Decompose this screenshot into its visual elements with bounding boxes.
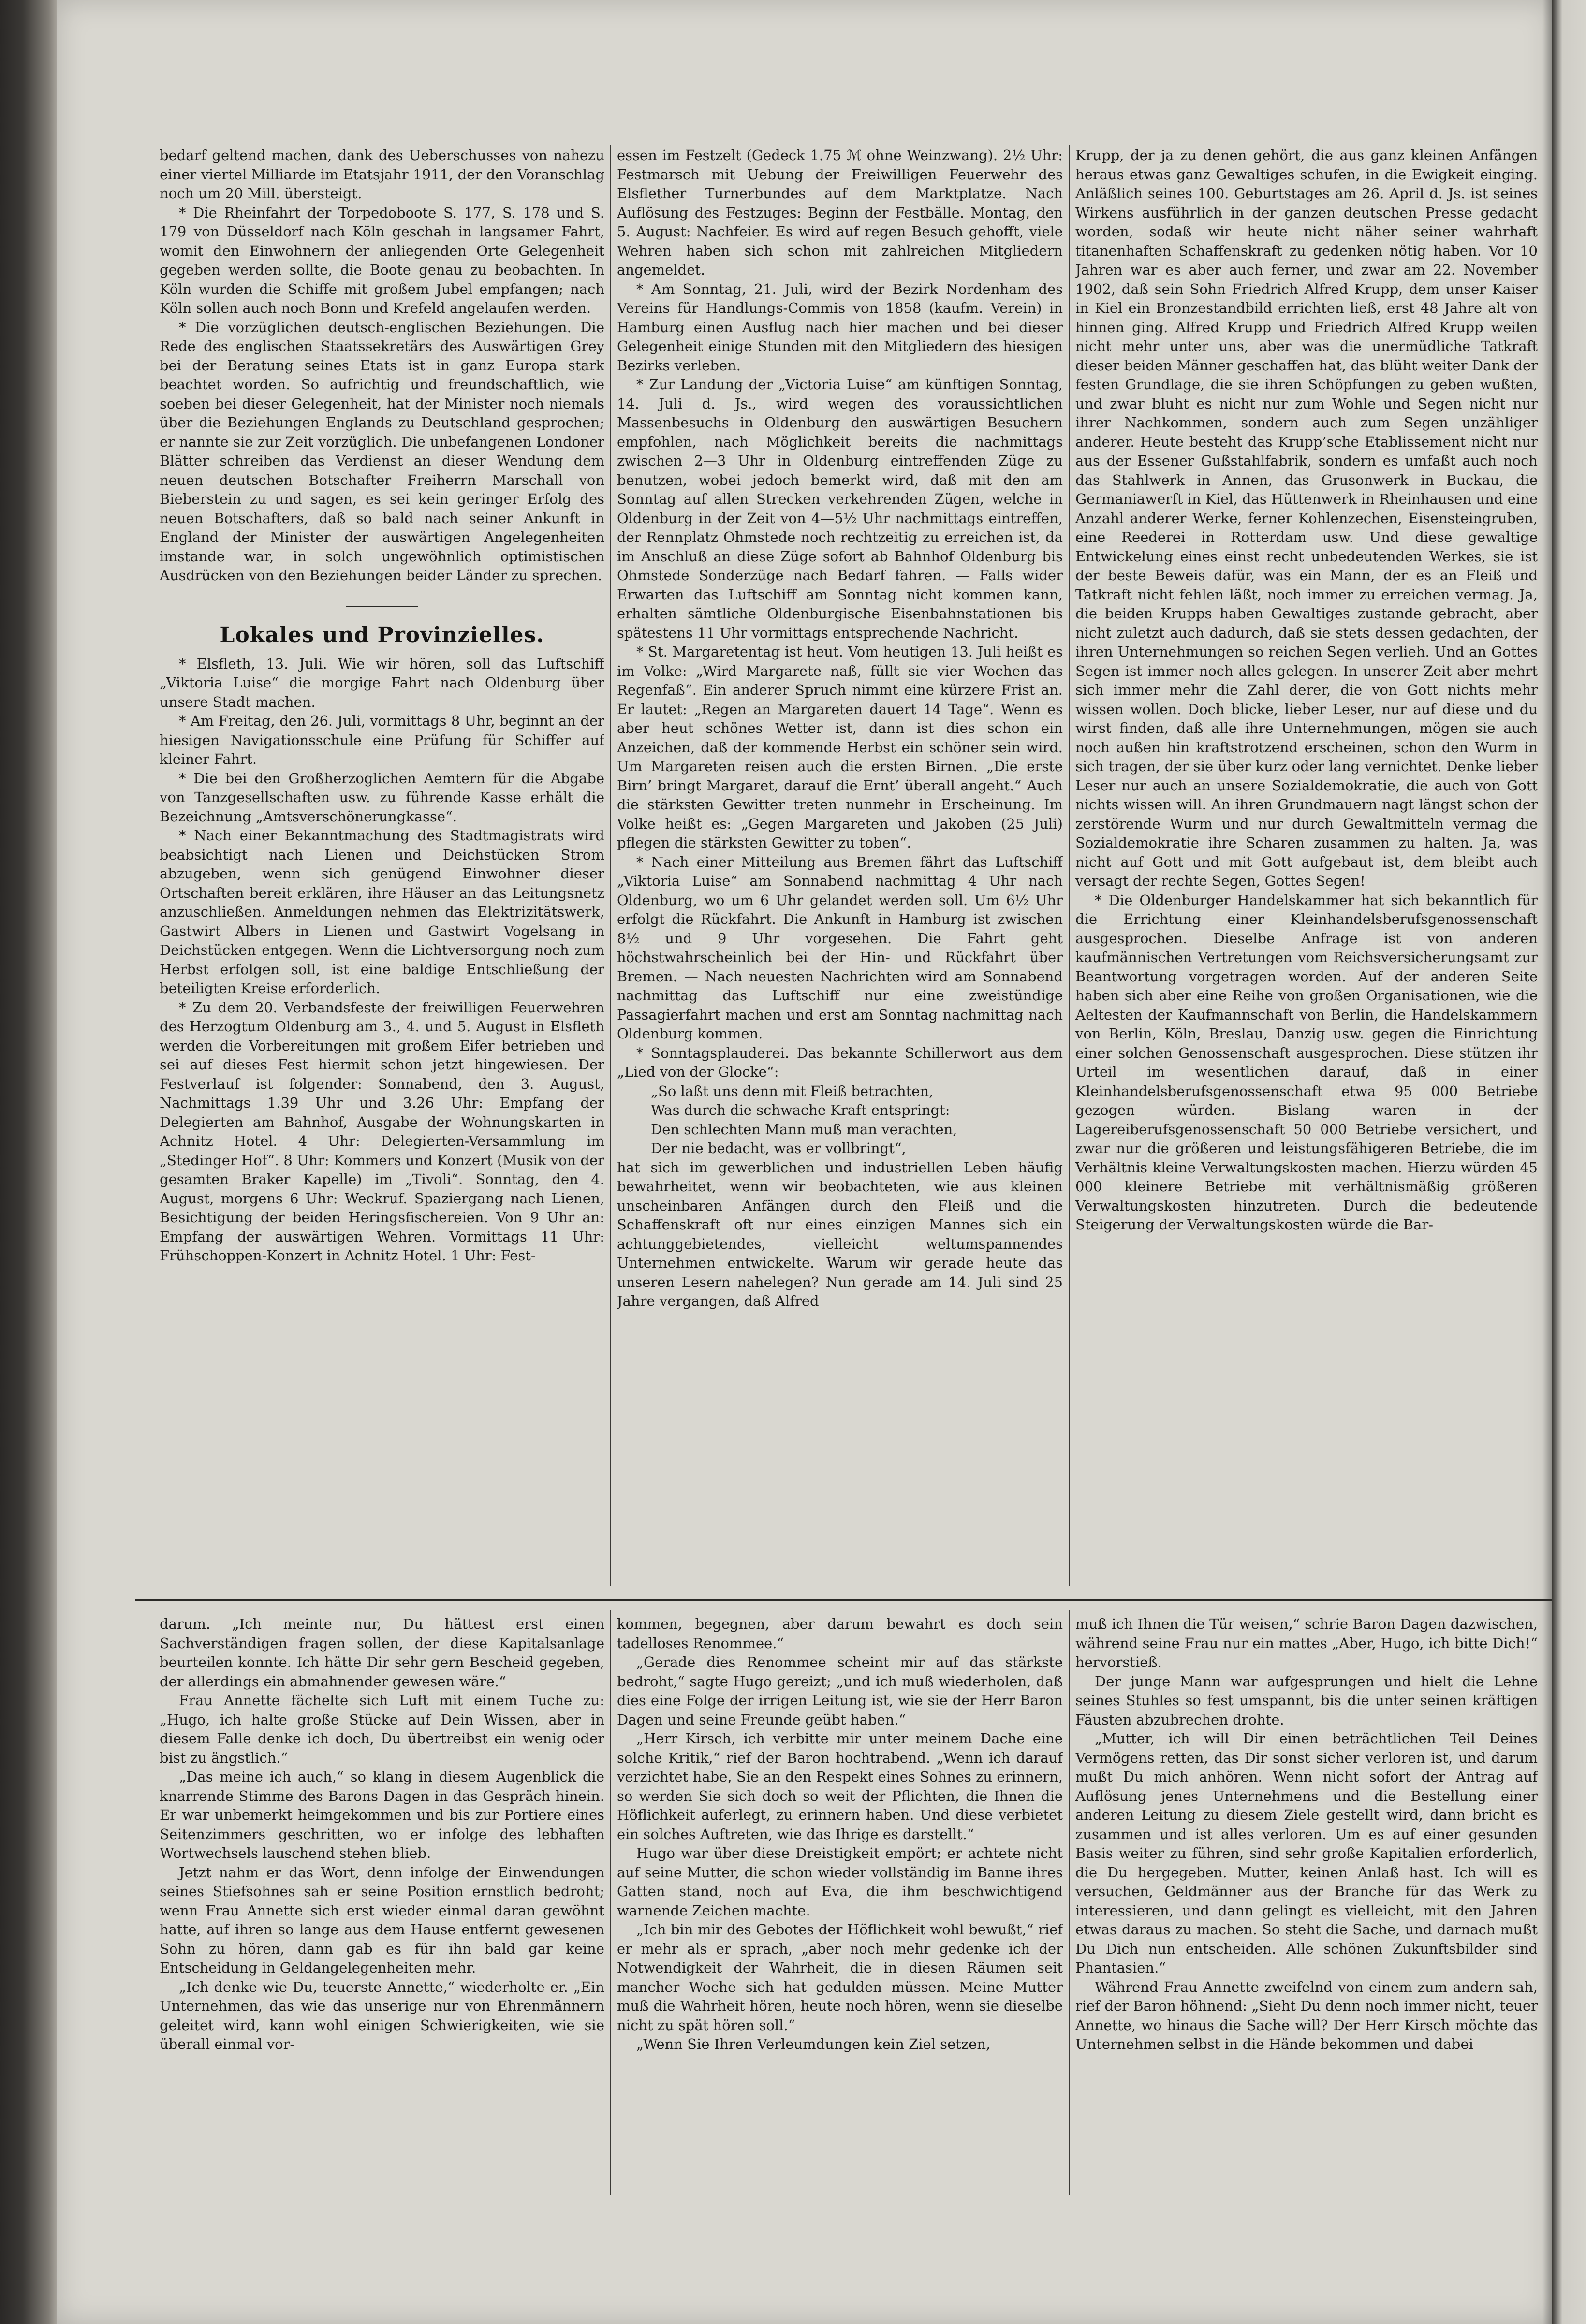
paragraph: * Die Oldenburger Handelskammer hat sich bekanntlich für die Errichtung einer Kleinhandelsberufsgenossenschaft ausgesprochen. Dieselbe Anfrage ist von anderen kaufmännischen Vertretungen vom Reichsversicherungsamt zur Beantwortung vorgetragen worden. Auf der anderen Seite haben sich aber eine Reihe von großen Organisationen, wie die Aeltesten der Kaufmannschaft von Berlin, die Handelskammern von Berlin, Köln, Breslau, Danzig usw. gegen die Einrichtung einer solchen Genossenschaft ausgesprochen. Diese stützen ihr Urteil im wesentlichen darauf, daß in einer Kleinhandelsberufsgenossenschaft etwa 95 000 Betriebe gezogen würden. Bislang waren in der Lagereiberufsgenossenschaft 50 000 Betriebe versichert, und zwar nur die größeren und leistungsfähigeren Betriebe, die im Verhältnis kleine Verwaltungskosten machen. Hierzu würden 45 000 kleinere Betriebe mit verhältnismäßig größeren Verwaltungskosten hinzutreten. Durch die bedeutende Steigerung der Verwaltungskosten würde die Bar- <box>1075 892 1538 1233</box>
verse-line: Der nie bedacht, was er vollbringt“, <box>651 1140 906 1156</box>
paragraph: darum. „Ich meinte nur, Du hättest erst einen Sachverständigen fragen sollen, der diese Kapitalsanlage beurteilen konnte. Ich hätte Dir sehr gern Bescheid gegeben, der allerdings ein abmahnender gewesen wäre.“ <box>160 1616 604 1690</box>
column-rule <box>610 145 611 1586</box>
paragraph: essen im Festzelt (Gedeck 1.75 ℳ ohne Weinzwang). 2½ Uhr: Festmarsch mit Uebung der Freiwilligen Feuerwehr des Elsflether Turnerbundes auf dem Marktplatze. Nach Auflösung des Festzuges: Beginn der Festbälle. Montag, den 5. August: Nachfeier. Es wird auf regen Besuch gehofft, viele Wehren haben sich schon mit zahlreichen Mitgliedern angemeldet. <box>617 147 1063 278</box>
verse-line: „So laßt uns denn mit Fleiß betrachten, <box>651 1082 934 1099</box>
paragraph: Jetzt nahm er das Wort, denn infolge der Einwendungen seines Stiefsohnes sah er seine Position ernstlich bedroht; wenn Frau Annette sich erst wieder einmal daran gewöhnt hatte, auf ihren so lange aus dem Hause entfernt gewesenen Sohn zu hören, dann gab es für ihn bald gar keine Entscheidung in Geldangelegenheiten mehr. <box>160 1864 604 1976</box>
paragraph: „Das meine ich auch,“ so klang in diesem Augenblick die knarrende Stimme des Barons Dagen in das Gespräch hinein. Er war unbemerkt heimgekommen und bis zur Portiere eines Seitenzimmers geschritten, wo er infolge des lebhaften Wortwechsels lauschend stehen blieb. <box>160 1769 604 1861</box>
column-rule <box>610 1610 611 2195</box>
news-column-1 <box>160 146 604 1584</box>
paragraph: Hugo war über diese Dreistigkeit empört; er achtete nicht auf seine Mutter, die schon wieder vollständig im Banne ihres Gatten stand, noch auf Eva, die ihm beschwichtigend warnende Zeichen machte. <box>617 1845 1063 1919</box>
verse-line: Den schlechten Mann muß man verachten, <box>651 1121 957 1138</box>
verse-line: Was durch die schwache Kraft entspringt: <box>651 1102 950 1118</box>
feuilleton-separator <box>135 1599 1552 1601</box>
news-column-2 <box>617 146 1063 1584</box>
paragraph: „Mutter, ich will Dir einen beträchtlichen Teil Deines Vermögens retten, das Dir sonst sicher verloren ist, und darum mußt Du mich anhören. Wenn nicht sofort der Antrag auf Auflösung jenes Unternehmens und die Bestellung einer anderen Leitung zu diesem Ziele gestellt wird, dann bricht es zusammen und ist alles verloren. Um es auf einer gesunden Basis weiter zu führen, sind sehr große Kapitalien erforderlich, die Du hergegeben. Mutter, keinen Anlaß hast. Ich will es versuchen, Geldmänner aus der Branche für das Werk zu interessieren, und dann gelingt es vielleicht, mit den Jahren etwas daraus zu machen. So steht die Sache, und darnach mußt Du Dich nun entscheiden. Alle schönen Zukunftsbilder sind Phantasien.“ <box>1075 1730 1538 1976</box>
paragraph: * Zur Landung der „Victoria Luise“ am künftigen Sonntag, 14. Juli d. Js., wird wegen des voraussichtlichen Massenbesuchs in Oldenburg den auswärtigen Besuchern empfohlen, nach Möglichkeit bereits die nachmittags zwischen 2—3 Uhr in Oldenburg eintreffenden Züge zu benutzen, wobei jedoch bemerkt wird, daß mit den am Sonntag auf allen Strecken verkehrenden Zügen, welche in Oldenburg in der Zeit von 4—5½ Uhr nachmittags eintreffen, der Rennplatz Ohmstede noch rechtzeitig zu erreichen ist, da im Anschluß an diese Züge sofort ab Bahnhof Oldenburg bis Ohmstede Sonderzüge nach Bedarf fahren. — Falls wider Erwarten das Luftschiff am Sonntag nicht kommen kann, erhalten sämtliche Oldenburgische Eisenbahnstationen bis spätestens 11 Uhr vormittags entsprechende Nachricht. <box>617 376 1063 641</box>
paragraph: * Zu dem 20. Verbandsfeste der freiwilligen Feuerwehren des Herzogtum Oldenburg am 3., 4. und 5. August in Elsfleth werden die Vorbereitungen mit großem Eifer betrieben und sei auf dieses Fest hiermit schon jetzt hingewiesen. Der Festverlauf ist folgender: Sonnabend, den 3. August, Nachmittags 1.39 Uhr und 3.26 Uhr: Empfang der Delegierten am Bahnhof, Ausgabe der Wohnungskarten in Achnitz Hotel. 4 Uhr: Delegierten-Versammlung im „Stedinger Hof“. 8 Uhr: Kommers und Konzert (Musik von der gesamten Braker Kapelle) im „Tivoli“. Sonntag, den 4. August, morgens 6 Uhr: Weckruf. Spaziergang nach Lienen, Besichtigung der beiden Heringsfischereien. Von 9 Uhr an: Empfang der auswärtigen Wehren. Vormittags 11 Uhr: Frühschoppen-Konzert in Achnitz Hotel. 1 Uhr: Fest- <box>160 999 604 1264</box>
feuilleton-column-3 <box>1075 1615 1538 2195</box>
paragraph: * Am Sonntag, 21. Juli, wird der Bezirk Nordenham des Vereins für Handlungs-Commis von 1858 (kaufm. Verein) in Hamburg einen Ausflug nach hier machen und bei dieser Gelegenheit einige Stunden mit den Mitgliedern des hiesigen Bezirks verleben. <box>617 280 1063 374</box>
paragraph: „Wenn Sie Ihren Verleumdungen kein Ziel setzen, <box>636 2036 991 2052</box>
paragraph: hat sich im gewerblichen und industriellen Leben häufig bewahrheitet, wenn wir beobachteten, wie aus kleinen unscheinbaren Anfängen durch den Fleiß und die Schaffenskraft oft nur eines einzigen Mannes sich ein achtunggebietendes, vielleicht weltumspannendes Unternehmen entwickelte. Warum wir gerade heute das unseren Lesern nahelegen? Nun gerade am 14. Juli sind 25 Jahre vergangen, daß Alfred <box>617 1159 1063 1309</box>
paragraph: * Nach einer Bekanntmachung des Stadtmagistrats wird beabsichtigt nach Lienen und Deichstücken Strom abzugeben, wenn sich genügend Einwohner dieser Ortschaften bereit erklären, ihre Häuser an das Leitungsnetz anzuschließen. Anmeldungen nehmen das Elektrizitätswerk, Gastwirt Albers in Lienen und Gastwirt Vogelsang in Deichstücken entgegen. Wenn die Lichtversorgung noch zum Herbst erfolgen soll, ist eine baldige Entschließung der beteiligten Kreise erforderlich. <box>160 827 604 996</box>
paragraph: „Ich bin mir des Gebotes der Höflichkeit wohl bewußt,“ rief er mehr als er sprach, „aber noch mehr gedenke ich der Notwendigkeit der Wahrheit, die in diesen Räumen seit mancher Woche sich hat gedulden müssen. Meine Mutter muß die Wahrheit hören, heute noch hören, wenn sie dieselbe nicht zu spät hören soll.“ <box>617 1921 1063 2033</box>
paragraph: * Die bei den Großherzoglichen Aemtern für die Abgabe von Tanzgesellschaften usw. zu führende Kasse erhält die Bezeichnung „Amtsverschönerungkasse“. <box>160 770 604 825</box>
paragraph: * St. Margaretentag ist heut. Vom heutigen 13. Juli heißt es im Volke: „Wird Margarete naß, füllt sie vier Wochen das Regenfaß“. Ein anderer Spruch nimmt eine kürzere Frist an. Er lautet: „Regen an Margareten dauert 14 Tage“. Wenn es aber heut schönes Wetter ist, dann ist dies schon ein Anzeichen, daß der kommende Herbst ein schöner sein wird. Um Margareten reisen auch die ersten Birnen. „Die erste Birn’ bringt Margaret, darauf die Ernt’ überall angeht.“ Auch die stärksten Gewitter treten nunmehr in Erscheinung. Im Volke heißt es: „Gegen Margareten und Jakoben (25 Juli) pflegen die stärksten Gewitter zu toben“. <box>617 643 1063 851</box>
feuilleton-column-1 <box>160 1615 604 2195</box>
news-column-3 <box>1075 146 1538 1584</box>
feuilleton-column-2 <box>617 1615 1063 2195</box>
column-rule <box>1069 1610 1070 2195</box>
paragraph: Frau Annette fächelte sich Luft mit einem Tuche zu: „Hugo, ich halte große Stücke auf Dein Wissen, aber in diesem Falle denke ich doch, Du übertreibst ein wenig oder bist zu ängstlich.“ <box>160 1692 604 1766</box>
paragraph: Während Frau Annette zweifelnd von einem zum andern sah, rief der Baron höhnend: „Sieht Du denn noch immer nicht, teuer Annette, wo hinaus die Sache will? Der Herr Kirsch möchte das Unternehmen selbst in die Hände bekommen und dabei <box>1075 1978 1538 2052</box>
paragraph: * Elsfleth, 13. Juli. Wie wir hören, soll das Luftschiff „Viktoria Luise“ die morgige Fahrt nach Oldenburg über unsere Stadt machen. <box>160 655 604 710</box>
paragraph: kommen, begegnen, aber darum bewahrt es doch sein tadelloses Renommee.“ <box>617 1616 1063 1652</box>
paragraph: * Nach einer Mitteilung aus Bremen fährt das Luftschiff „Viktoria Luise“ am Sonnabend nachmittag 4 Uhr nach Oldenburg, wo um 6 Uhr gelandet werden soll. Um 6½ Uhr erfolgt die Rückfahrt. Die Ankunft in Hamburg ist zwischen 8½ und 9 Uhr vorgesehen. Die Fahrt geht höchstwahrscheinlich bei der Hin- und Rückfahrt über Bremen. — Nach neuesten Nachrichten wird am Sonnabend nachmittag das Luftschiff nur eine zweistündige Passagierfahrt machen und erst am Sonntag nachmittag nach Oldenburg kommen. <box>617 853 1063 1042</box>
paragraph: * Am Freitag, den 26. Juli, vormittags 8 Uhr, beginnt an der hiesigen Navigationsschule eine Prüfung für Schiffer auf kleiner Fahrt. <box>160 713 604 767</box>
paragraph: * Die Rheinfahrt der Torpedoboote S. 177, S. 178 und S. 179 von Düsseldorf nach Köln geschah in langsamer Fahrt, womit den Einwohnern der anliegenden Orte Gelegenheit gegeben werden sollte, die Boote genau zu beobachten. In Köln wurden die Schiffe mit großem Jubel empfangen; nach Köln sollen auch noch Bonn und Krefeld angelaufen werden. <box>160 204 604 316</box>
paragraph: Krupp, der ja zu denen gehört, die aus ganz kleinen Anfängen heraus etwas ganz Gewaltiges schufen, in die Ewigkeit einging. Anläßlich seines 100. Geburtstages am 26. April d. Js. ist seines Wirkens ausführlich in der ganzen deutschen Presse gedacht worden, sodaß wir heute nicht näher seiner wahrhaft titanenhaften Schaffenskraft zu gedenken nötig haben. Vor 10 Jahren war es aber auch ferner, und zwar am 22. November 1902, daß sein Sohn Friedrich Alfred Krupp, dem unser Kaiser in Kiel ein Bronzestandbild errichten ließ, erst 48 Jahre alt von hinnen ging. Alfred Krupp und Friedrich Alfred Krupp weilen nicht mehr unter uns, aber was die unermüdliche Tatkraft dieser beiden Männer geschaffen hat, das blüht weiter Dank der festen Grundlage, die sie ihren Schöpfungen zu geben wußten, und zwar bluht es nicht nur zum Wohle und Segen nicht nur ihrer Nachkommen, sondern auch zum Segen unzähliger anderer. Heute besteht das Krupp’sche Etablissement nicht nur aus der Essener Gußstahlfabrik, sondern es umfaßt auch noch das Stahlwerk in Annen, das Grusonwerk in Buckau, die Germaniawerft in Kiel, das Hüttenwerk in Rheinhausen und eine Anzahl anderer Werke, ferner Kohlenzechen, Eisensteingruben, eine Reederei in Rotterdam usw. Und diese gewaltige Entwickelung eines einst recht unbedeutenden Werkes, sie ist der beste Beweis dafür, was ein Mann, der es an Fleiß und Tatkraft nicht fehlen läßt, noch immer zu erreichen vermag. Ja, die beiden Krupps haben Gewaltiges zustande gebracht, aber nicht zuletzt auch dadurch, daß sie stets dessen gedachten, der ihren Unternehmungen so reichen Segen verlieh. Und an Gottes Segen ist immer noch alles gelegen. In unserer Zeit aber mehrt sich immer mehr die Zahl derer, die von Gott nichts mehr wissen wollen. Doch blicke, lieber Leser, nur auf diese und du wirst finden, daß alle ihre Unternehmungen, mögen sie auch noch außen hin kraftstrotzend erscheinen, schon den Wurm in sich tragen, der sie über kurz oder lang vernichtet. Denke lieber Leser nur auch an unsere Sozialdemokratie, die auch von Gott nichts wissen will. An ihren Grundmauern nagt längst schon der zerstörende Wurm und nur durch Gewaltmitteln vermag die Sozialdemokratie ihre Scharen zusammen zu halten. Ja, was nicht auf Gott und mit Gott aufgebaut ist, dem bleibt auch versagt der rechte Segen, Gottes Segen! <box>1075 147 1538 889</box>
paragraph: „Ich denke wie Du, teuerste Annette,“ wiederholte er. „Ein Unternehmen, das wie das unserige nur von Ehrenmännern geleitet wird, kann wohl einigen Schwierigkeiten, wie sie überall einmal vor- <box>160 1978 604 2052</box>
section-divider <box>346 606 418 607</box>
column-rule <box>1069 145 1070 1586</box>
paragraph: * Sonntagsplauderei. Das bekannte Schillerwort aus dem „Lied von der Glocke“: <box>617 1044 1063 1080</box>
paragraph: bedarf geltend machen, dank des Ueberschusses von nahezu einer viertel Milliarde im Etatsjahr 1911, der den Voranschlag noch um 20 Mill. übersteigt. <box>160 147 604 202</box>
paragraph: Der junge Mann war aufgesprungen und hielt die Lehne seines Stuhles so fest umspannt, bis die unter seinen kräftigen Fäusten abzubrechen drohte. <box>1075 1673 1538 1728</box>
adjacent-page-edge <box>1552 0 1586 2324</box>
scanner-edge <box>0 0 57 2324</box>
paragraph: „Gerade dies Renommee scheint mir auf das stärkste bedroht,“ sagte Hugo gereizt; „und ich muß wiederholen, daß dies eine Folge der irrigen Leitung ist, wie sie der Herr Baron Dagen und seine Freunde geübt haben.“ <box>617 1654 1063 1728</box>
paragraph: muß ich Ihnen die Tür weisen,“ schrie Baron Dagen dazwischen, während seine Frau nur ein mattes „Aber, Hugo, ich bitte Dich!“ hervorstieß. <box>1075 1616 1538 1670</box>
section-heading: Lokales und Provinzielles. <box>220 622 544 647</box>
paragraph: * Die vorzüglichen deutsch-englischen Beziehungen. Die Rede des englischen Staatssekretärs des Auswärtigen Grey bei der Beratung seines Etats ist in ganz Europa stark beachtet worden. So aufrichtig und freundschaftlich, wie soeben bei dieser Gelegenheit, hat der Minister noch niemals über die Beziehungen Englands zu Deutschland gesprochen; er nannte sie zur Zeit vorzüglich. Die unbefangenen Londoner Blätter schreiben das Verdienst an dieser Wendung dem neuen deutschen Botschafter Freiherrn Marschall von Bieberstein zu und sagen, es sei kein geringer Erfolg des neuen Botschafters, daß so bald nach seiner Ankunft in England der Minister der auswärtigen Angelegenheiten imstande war, in solch ungewöhnlich optimistischen Ausdrücken von den Beziehungen beider Länder zu sprechen. <box>160 319 604 584</box>
paragraph: „Herr Kirsch, ich verbitte mir unter meinem Dache eine solche Kritik,“ rief der Baron hochtrabend. „Wenn ich darauf verzichtet habe, Sie an den Respekt eines Sohnes zu erinnern, so werden Sie sich doch so weit der Pflichten, die Ihnen die Höflichkeit auferlegt, zu erinnern haben. Und diese verbietet ein solches Auftreten, wie das Ihrige es darstellt.“ <box>617 1730 1063 1842</box>
